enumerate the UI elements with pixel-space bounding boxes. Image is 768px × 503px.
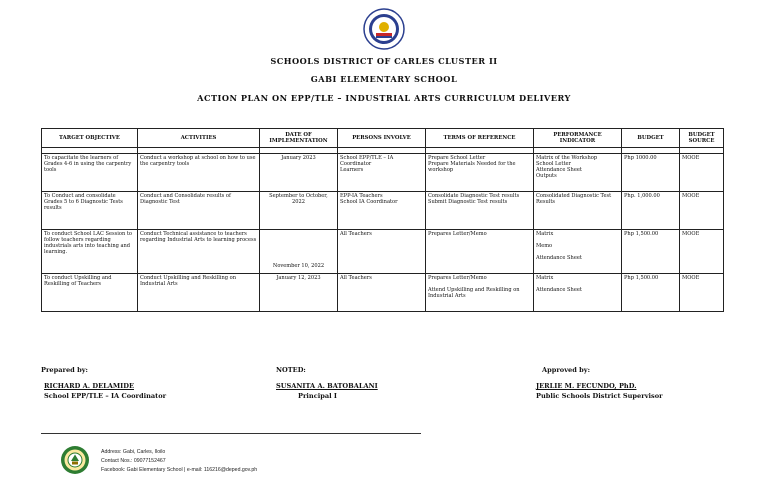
noted-position: Principal I: [298, 392, 338, 400]
indicator-cell: Consolidated Diagnostic Test Results: [534, 192, 622, 230]
plan-title: ACTION PLAN ON EPP/TLE – INDUSTRIAL ARTS CURRICULUM DELIVERY: [197, 93, 571, 103]
table-row: [42, 274, 724, 312]
table-row: [42, 154, 724, 192]
terms-cell: Consolidate Diagnostic Test results Submit Diagnostic Test results: [426, 192, 534, 230]
table-header-row: [42, 129, 724, 148]
date-cell: September to October, 2022: [260, 192, 338, 230]
deped-seal-icon: [363, 8, 405, 50]
column-header: TERMS OF REFERENCE: [426, 129, 534, 148]
column-header: PERFORMANCE INDICATOR: [534, 129, 622, 148]
terms-cell: Prepare School Letter Prepare Materials Needed for the workshop: [426, 154, 534, 192]
indicator-cell: Matrix Memo Attendance Sheet: [534, 230, 622, 274]
date-cell: November 10, 2022: [260, 230, 338, 274]
objective-cell: To conduct School LAC Session to follow teachers regarding industrials arts into teaching and learning.: [42, 230, 138, 274]
budget-source-cell: MOOE: [680, 154, 724, 192]
indicator-cell: Matrix of the Workshop School Letter Attendance Sheet Outputs: [534, 154, 622, 192]
budget-cell: Php 1,500.00: [622, 230, 680, 274]
footer-facebook-email: Facebook: Gabi Elementary School | e-mail: 116216@deped.gov.ph: [101, 467, 258, 473]
budget-source-cell: MOOE: [680, 192, 724, 230]
noted-name: SUSANITA A. BATOBALANI: [276, 382, 378, 390]
objective-cell: To Conduct and consolidate Grades 5 to 6 Diagnostic Tests results: [42, 192, 138, 230]
persons-cell: All Teachers: [338, 274, 426, 312]
budget-source-cell: MOOE: [680, 230, 724, 274]
column-header: PERSONS INVOLVE: [338, 129, 426, 148]
column-header: DATE OF IMPLEMENTATION: [260, 129, 338, 148]
column-header: BUDGET: [622, 129, 680, 148]
budget-cell: Php 1,500.00: [622, 274, 680, 312]
approved-by-label: Approved by:: [542, 366, 591, 374]
persons-cell: School EPP/TLE – IA Coordinator Learners: [338, 154, 426, 192]
objective-cell: To conduct Upskilling and Reskilling of Teachers: [42, 274, 138, 312]
action-plan-table: [41, 128, 724, 312]
date-cell: January 2023: [260, 154, 338, 192]
table-row: [42, 192, 724, 230]
prepared-by-name: RICHARD A. DELAMIDE: [44, 382, 134, 390]
budget-source-cell: MOOE: [680, 274, 724, 312]
objective-cell: To capacitate the learners of Grades 4-6 in using the carpentry tools: [42, 154, 138, 192]
table-row: [42, 230, 724, 274]
activities-cell: Conduct Upskilling and Reskilling on Industrial Arts: [138, 274, 260, 312]
footer-contact: Contact Nos.: 09077152467: [101, 458, 166, 464]
footer-divider: [41, 433, 421, 434]
column-header: ACTIVITIES: [138, 129, 260, 148]
footer-address: Address: Gabi, Carles, Iloilo: [101, 449, 166, 455]
prepared-by-label: Prepared by:: [41, 366, 88, 374]
school-title: GABI ELEMENTARY SCHOOL: [310, 74, 458, 84]
activities-cell: Conduct Technical assistance to teachers regarding Industrial Arts to learning process: [138, 230, 260, 274]
activities-cell: Conduct and Consolidate results of Diagnostic Test: [138, 192, 260, 230]
persons-cell: All Teachers: [338, 230, 426, 274]
approved-by-name: JERLIE M. FECUNDO, PhD.: [536, 382, 637, 390]
persons-cell: EPP-IA Teachers School IA Coordinator: [338, 192, 426, 230]
indicator-cell: Matrix Attendance Sheet: [534, 274, 622, 312]
district-title: SCHOOLS DISTRICT OF CARLES CLUSTER II: [270, 56, 498, 66]
budget-cell: Php. 1,000.00: [622, 192, 680, 230]
activities-cell: Conduct a workshop at school on how to use the carpentry tools: [138, 154, 260, 192]
terms-cell: Prepares Letter/Memo Attend Upskilling and Reskilling on Industrial Arts: [426, 274, 534, 312]
approved-by-position: Public Schools District Supervisor: [536, 392, 663, 400]
school-logo-icon: [60, 445, 90, 475]
terms-cell: Prepares Letter/Memo: [426, 230, 534, 274]
noted-label: NOTED:: [276, 366, 306, 374]
budget-cell: Php 1000.00: [622, 154, 680, 192]
column-header: TARGET OBJECTIVE: [42, 129, 138, 148]
date-cell: January 12, 2023: [260, 274, 338, 312]
prepared-by-position: School EPP/TLE – IA Coordinator: [44, 392, 167, 400]
column-header: BUDGET SOURCE: [680, 129, 724, 148]
